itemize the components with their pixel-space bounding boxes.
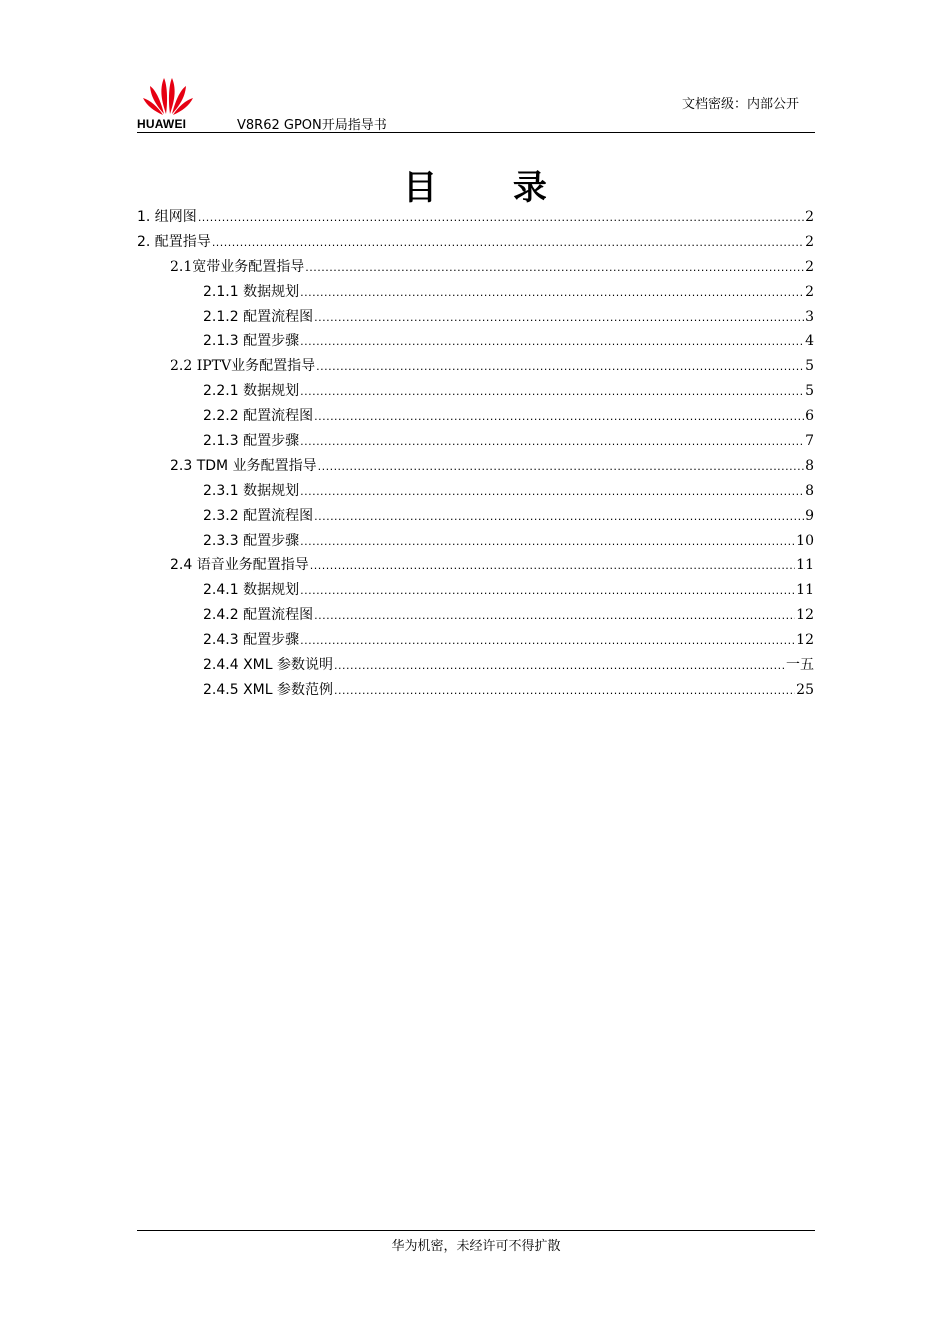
toc-entry-label: 2.3.1 数据规划	[203, 482, 300, 499]
toc-entry[interactable]	[137, 479, 814, 504]
toc-entry-page: 11	[796, 582, 814, 599]
toc-leader	[314, 405, 804, 430]
toc-leader	[300, 530, 795, 555]
toc-entry-page: 2	[805, 283, 814, 300]
toc-entry[interactable]	[137, 653, 814, 678]
toc-entry-page: 25	[796, 681, 814, 698]
toc-title: 目 录	[403, 168, 579, 208]
toc-leader	[310, 554, 795, 579]
toc-entry-label: 2.3 TDM 业务配置指导	[170, 457, 317, 474]
toc-entry-label: 2. 配置指导	[137, 233, 211, 250]
toc-entry-label: 2.4.1 数据规划	[203, 582, 300, 599]
toc-leader	[300, 380, 804, 405]
toc-entry-page: 8	[805, 482, 814, 499]
toc-leader	[300, 629, 795, 654]
toc-entry-label: 2.4.3 配置步骤	[203, 632, 300, 649]
toc-entry-label: 2.1.1 数据规划	[203, 283, 300, 300]
toc-leader	[300, 430, 804, 455]
toc-leader	[198, 206, 804, 231]
toc-leader	[300, 480, 804, 505]
toc-entry[interactable]	[137, 628, 814, 653]
toc-entry-page: 11	[796, 557, 814, 574]
toc-entry-label: 2.1宽带业务配置指导	[170, 258, 305, 275]
toc-entry[interactable]	[137, 578, 814, 603]
toc-entry[interactable]	[137, 404, 814, 429]
toc-entry[interactable]	[137, 305, 814, 330]
toc-entry-page: 5	[805, 358, 814, 375]
toc-entry-label: 2.1.3 配置步骤	[203, 333, 300, 350]
toc-entry[interactable]	[137, 329, 814, 354]
toc-entry-label: 2.2.2 配置流程图	[203, 408, 314, 425]
huawei-logo	[137, 70, 199, 131]
toc-entry-page: 12	[796, 607, 814, 624]
huawei-petal-icon	[142, 72, 194, 116]
toc-entry-page: 3	[805, 308, 814, 325]
toc-entry-label: 2.2 IPTV业务配置指导	[170, 358, 316, 375]
toc-entry-label: 2.3.2 配置流程图	[203, 507, 314, 524]
toc-entry-page: 9	[805, 507, 814, 524]
toc-entry[interactable]	[137, 454, 814, 479]
footer-confidentiality-note: 华为机密，未经许可不得扩散	[391, 1239, 561, 1254]
toc-entry-page: 5	[805, 383, 814, 400]
toc-entry-label: 2.2.1 数据规划	[203, 383, 300, 400]
toc-entry[interactable]	[137, 553, 814, 578]
toc-entry-page: 2	[805, 209, 814, 225]
toc-entry-page: 6	[805, 408, 814, 425]
toc-leader	[305, 256, 804, 281]
document-title: V8R62 GPON开局指导书	[237, 118, 387, 133]
toc-entry-page: 8	[805, 457, 814, 474]
toc-entry-label: 2.4.4 XML 参数说明	[203, 657, 333, 674]
toc-entry-page: 10	[796, 532, 814, 549]
toc-entry[interactable]	[137, 354, 814, 379]
toc-entry-page: 2	[805, 233, 814, 250]
toc-entry[interactable]	[137, 280, 814, 305]
toc-entry-page: 2	[805, 258, 814, 275]
toc-leader	[314, 505, 804, 530]
toc-entry-label: 2.3.3 配置步骤	[203, 532, 300, 549]
toc-entry[interactable]	[137, 205, 814, 230]
toc-entry-label: 2.4 语音业务配置指导	[170, 557, 309, 574]
toc-entry-page: 12	[796, 632, 814, 649]
toc-leader	[300, 579, 795, 604]
table-of-contents	[137, 205, 814, 703]
toc-entry[interactable]	[137, 678, 814, 703]
toc-leader	[334, 679, 795, 704]
toc-entry-label: 2.1.3 配置步骤	[203, 433, 300, 450]
toc-leader	[334, 654, 785, 679]
toc-entry[interactable]	[137, 379, 814, 404]
toc-leader	[314, 604, 795, 629]
page-header	[137, 70, 815, 133]
toc-entry-page: 4	[805, 333, 814, 350]
toc-entry[interactable]	[137, 230, 814, 255]
page-footer	[137, 1230, 815, 1254]
classification-label: 文档密级：内部公开	[682, 97, 800, 112]
toc-entry-label: 2.4.5 XML 参数范例	[203, 681, 333, 698]
toc-leader	[318, 455, 805, 480]
toc-leader	[300, 330, 804, 355]
toc-entry-label: 1. 组网图	[137, 209, 197, 225]
toc-entry[interactable]	[137, 504, 814, 529]
toc-leader	[212, 231, 804, 256]
toc-entry-page: 7	[805, 433, 814, 450]
toc-entry-page: 一五	[786, 657, 814, 674]
toc-entry-label: 2.4.2 配置流程图	[203, 607, 314, 624]
toc-leader	[300, 281, 804, 306]
toc-entry[interactable]	[137, 529, 814, 554]
toc-entry[interactable]	[137, 255, 814, 280]
toc-leader	[314, 306, 804, 331]
toc-entry-label: 2.1.2 配置流程图	[203, 308, 314, 325]
toc-entry[interactable]	[137, 429, 814, 454]
toc-leader	[316, 355, 804, 380]
logo-text: HUAWEI	[137, 117, 187, 131]
toc-entry[interactable]	[137, 603, 814, 628]
